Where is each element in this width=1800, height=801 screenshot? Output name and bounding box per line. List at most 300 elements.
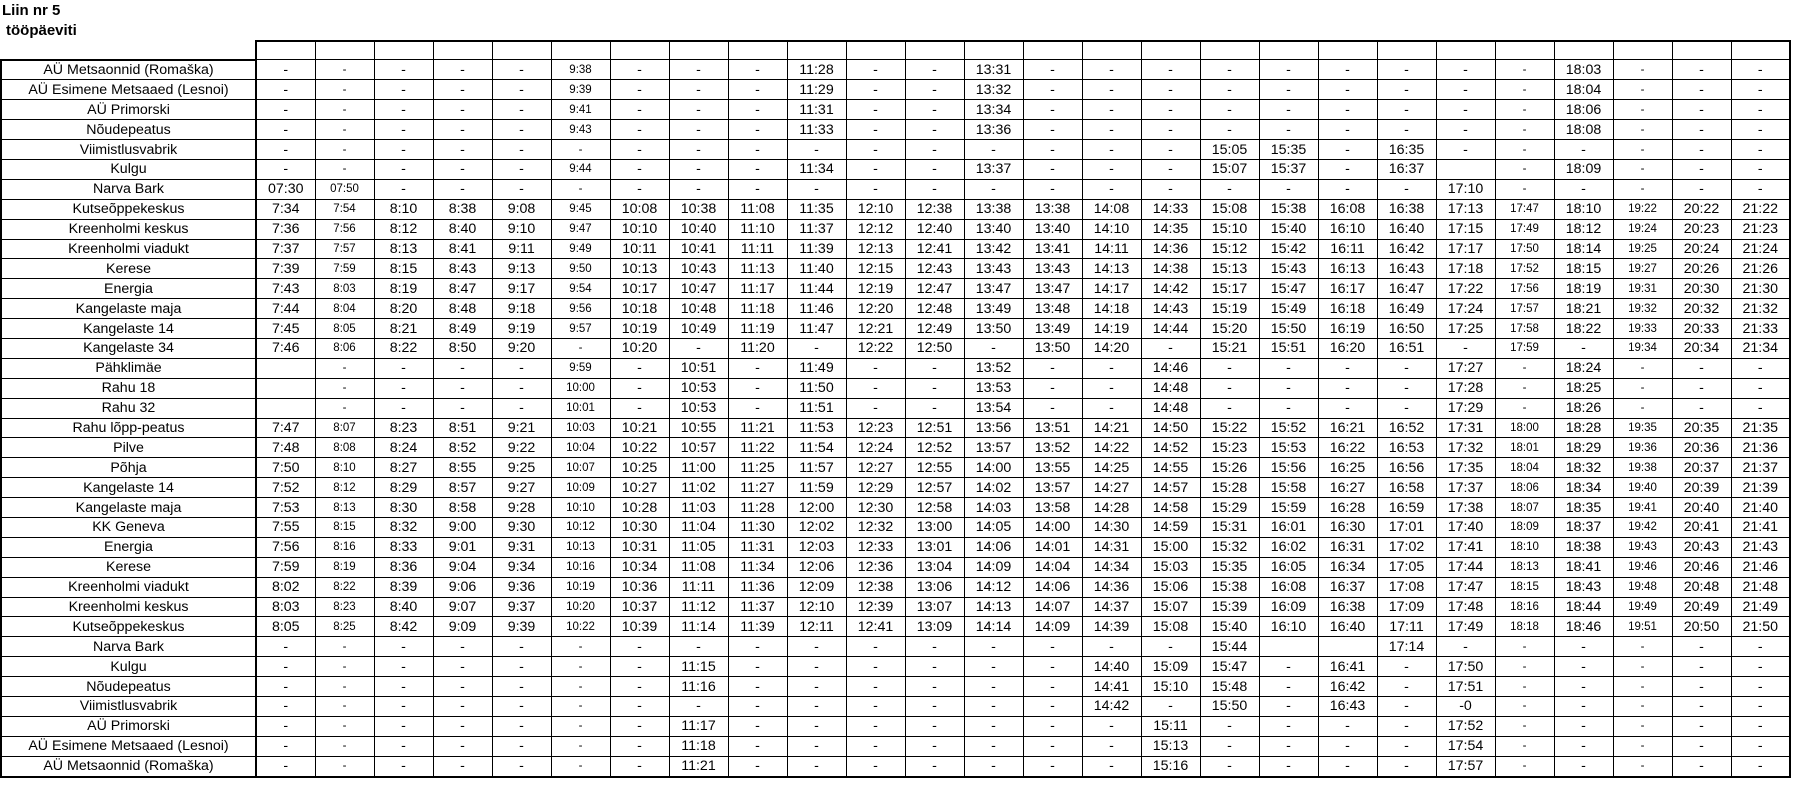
departure-time: 21:36 — [1731, 438, 1790, 458]
departure-time: - — [1200, 60, 1259, 80]
departure-time: - — [1672, 398, 1731, 418]
departure-time: 9:30 — [492, 517, 551, 537]
stop-name: Kutseõppekeskus — [1, 199, 256, 219]
departure-time: - — [1495, 398, 1554, 418]
departure-time: 16:37 — [1377, 159, 1436, 179]
departure-time: 16:43 — [1318, 697, 1377, 717]
departure-time: 10:30 — [610, 517, 669, 537]
departure-time: - — [728, 100, 787, 120]
departure-time: 15:58 — [1259, 478, 1318, 498]
departure-time: 16:51 — [1377, 338, 1436, 358]
trip-header-cell — [551, 41, 610, 60]
departure-time: - — [1554, 736, 1613, 756]
departure-time: 14:22 — [1082, 438, 1141, 458]
departure-time: - — [1672, 100, 1731, 120]
departure-time: - — [905, 398, 964, 418]
departure-time: 17:52 — [1436, 716, 1495, 736]
departure-time: 19:51 — [1613, 617, 1672, 637]
departure-time: 13:58 — [1023, 498, 1082, 518]
departure-time: 17:11 — [1377, 617, 1436, 637]
departure-time: - — [1082, 159, 1141, 179]
departure-time: 16:41 — [1318, 657, 1377, 677]
departure-time: 17:14 — [1377, 637, 1436, 657]
departure-time: 7:56 — [315, 219, 374, 239]
table-row — [1, 418, 1790, 438]
departure-time: 13:51 — [1023, 418, 1082, 438]
departure-time: - — [256, 736, 315, 756]
stop-name: Kulgu — [1, 159, 256, 179]
departure-time: 13:31 — [964, 60, 1023, 80]
stop-name: Kreenholmi keskus — [1, 597, 256, 617]
departure-time: 13:56 — [964, 418, 1023, 438]
table-row — [1, 438, 1790, 458]
departure-time: 14:48 — [1141, 378, 1200, 398]
table-row — [1, 617, 1790, 637]
departure-time: 11:28 — [787, 60, 846, 80]
departure-time: - — [256, 80, 315, 100]
departure-time: - — [374, 398, 433, 418]
departure-time: - — [846, 358, 905, 378]
departure-time: 8:16 — [315, 537, 374, 557]
departure-time: 13:53 — [964, 378, 1023, 398]
departure-time: 16:20 — [1318, 338, 1377, 358]
departure-time: - — [492, 716, 551, 736]
departure-time: 12:15 — [846, 259, 905, 279]
departure-time: 7:52 — [256, 478, 315, 498]
departure-time: 16:08 — [1318, 199, 1377, 219]
departure-time: - — [1613, 736, 1672, 756]
departure-time: 12:22 — [846, 338, 905, 358]
departure-time: 11:10 — [728, 219, 787, 239]
departure-time: 17:57 — [1495, 299, 1554, 319]
table-row — [1, 756, 1790, 776]
departure-time: - — [1672, 60, 1731, 80]
trip-header-cell — [1200, 41, 1259, 60]
departure-time: - — [1377, 120, 1436, 140]
departure-time: - — [1672, 159, 1731, 179]
departure-time: 15:17 — [1200, 279, 1259, 299]
departure-time: - — [1554, 637, 1613, 657]
departure-time: 18:18 — [1495, 617, 1554, 637]
departure-time: 07:30 — [256, 179, 315, 199]
departure-time: - — [669, 637, 728, 657]
departure-time: 10:11 — [610, 239, 669, 259]
table-row — [1, 259, 1790, 279]
departure-time: - — [1672, 179, 1731, 199]
departure-time: 11:40 — [787, 259, 846, 279]
departure-time: - — [1613, 140, 1672, 160]
departure-time: - — [1731, 716, 1790, 736]
departure-time: - — [964, 697, 1023, 717]
departure-time: 20:35 — [1672, 418, 1731, 438]
departure-time: - — [1259, 756, 1318, 776]
departure-time: 8:49 — [433, 319, 492, 339]
departure-time: - — [1613, 398, 1672, 418]
departure-time: 8:33 — [374, 537, 433, 557]
departure-time: - — [1082, 60, 1141, 80]
departure-time: - — [374, 159, 433, 179]
departure-time: - — [728, 637, 787, 657]
departure-time: - — [1377, 697, 1436, 717]
timetable — [0, 40, 1791, 778]
departure-time: 15:38 — [1259, 199, 1318, 219]
departure-time: 10:34 — [610, 557, 669, 577]
departure-time: 17:47 — [1436, 577, 1495, 597]
departure-time: - — [1613, 60, 1672, 80]
departure-time: - — [551, 179, 610, 199]
departure-time: 14:50 — [1141, 418, 1200, 438]
departure-time: 8:04 — [315, 299, 374, 319]
stop-name: Kangelaste 14 — [1, 319, 256, 339]
departure-time: 21:43 — [1731, 537, 1790, 557]
departure-time: 9:43 — [551, 120, 610, 140]
departure-time: - — [669, 60, 728, 80]
departure-time: 17:35 — [1436, 458, 1495, 478]
departure-time: 9:20 — [492, 338, 551, 358]
departure-time: 16:08 — [1259, 577, 1318, 597]
departure-time: 12:00 — [787, 498, 846, 518]
departure-time: 15:52 — [1259, 418, 1318, 438]
departure-time: 17:51 — [1436, 677, 1495, 697]
departure-time: 17:54 — [1436, 736, 1495, 756]
departure-time: 8:36 — [374, 557, 433, 577]
departure-time: - — [315, 140, 374, 160]
departure-time: - — [1141, 60, 1200, 80]
departure-time: 16:59 — [1377, 498, 1436, 518]
table-row — [1, 378, 1790, 398]
departure-time: - — [433, 358, 492, 378]
table-row — [1, 677, 1790, 697]
departure-time: 13:50 — [964, 319, 1023, 339]
departure-time: - — [787, 637, 846, 657]
departure-time: 20:23 — [1672, 219, 1731, 239]
departure-time: 11:49 — [787, 358, 846, 378]
departure-time: - — [1613, 100, 1672, 120]
departure-time: 8:13 — [315, 498, 374, 518]
departure-time: - — [669, 100, 728, 120]
departure-time: - — [1318, 80, 1377, 100]
departure-time: 16:27 — [1318, 478, 1377, 498]
departure-time: - — [1554, 338, 1613, 358]
departure-time: 9:45 — [551, 199, 610, 219]
departure-time: 11:18 — [728, 299, 787, 319]
header-blank — [1, 41, 256, 60]
departure-time: 15:21 — [1200, 338, 1259, 358]
departure-time: - — [1672, 358, 1731, 378]
departure-time: 7:46 — [256, 338, 315, 358]
departure-time: - — [846, 677, 905, 697]
departure-time: 16:22 — [1318, 438, 1377, 458]
stop-name: Nõudepeatus — [1, 120, 256, 140]
departure-time: 14:39 — [1082, 617, 1141, 637]
departure-time: 10:31 — [610, 537, 669, 557]
departure-time: - — [256, 657, 315, 677]
departure-time: 15:29 — [1200, 498, 1259, 518]
departure-time: 9:00 — [433, 517, 492, 537]
departure-time: 10:47 — [669, 279, 728, 299]
departure-time: 14:44 — [1141, 319, 1200, 339]
departure-time: 10:36 — [610, 577, 669, 597]
departure-time: 17:50 — [1495, 239, 1554, 259]
departure-time: 17:57 — [1436, 756, 1495, 776]
departure-time: 16:49 — [1377, 299, 1436, 319]
departure-time: 19:27 — [1613, 259, 1672, 279]
departure-time: - — [1436, 140, 1495, 160]
departure-time: - — [1436, 637, 1495, 657]
departure-time: - — [1023, 378, 1082, 398]
departure-time: 14:34 — [1082, 557, 1141, 577]
trip-header-cell — [1613, 41, 1672, 60]
departure-time: - — [728, 159, 787, 179]
departure-time: 11:39 — [728, 617, 787, 637]
departure-time: 11:31 — [728, 537, 787, 557]
departure-time: 10:07 — [551, 458, 610, 478]
departure-time: 11:33 — [787, 120, 846, 140]
departure-time: 07:50 — [315, 179, 374, 199]
departure-time: 11:37 — [787, 219, 846, 239]
departure-time: 17:05 — [1377, 557, 1436, 577]
departure-time: - — [315, 677, 374, 697]
departure-time: 8:57 — [433, 478, 492, 498]
departure-time: 12:21 — [846, 319, 905, 339]
departure-time: 7:37 — [256, 239, 315, 259]
departure-time: 14:55 — [1141, 458, 1200, 478]
departure-time: 13:43 — [964, 259, 1023, 279]
departure-time: 17:29 — [1436, 398, 1495, 418]
departure-time: - — [1495, 716, 1554, 736]
departure-time: 11:11 — [728, 239, 787, 259]
departure-time: 15:22 — [1200, 418, 1259, 438]
trip-header-cell — [1377, 41, 1436, 60]
departure-time: 10:40 — [669, 219, 728, 239]
departure-time: 12:41 — [846, 617, 905, 637]
departure-time: - — [964, 736, 1023, 756]
departure-time: 10:21 — [610, 418, 669, 438]
departure-time: 13:04 — [905, 557, 964, 577]
departure-time: 17:37 — [1436, 478, 1495, 498]
departure-time: 7:56 — [256, 537, 315, 557]
departure-time: 8:19 — [315, 557, 374, 577]
departure-time: - — [1554, 677, 1613, 697]
departure-time: - — [787, 697, 846, 717]
departure-time: - — [1672, 677, 1731, 697]
departure-time: - — [1259, 716, 1318, 736]
departure-time: 16:37 — [1318, 577, 1377, 597]
departure-time: - — [964, 637, 1023, 657]
departure-time: - — [905, 159, 964, 179]
departure-time: - — [1377, 60, 1436, 80]
departure-time: 9:50 — [551, 259, 610, 279]
departure-time: 14:11 — [1082, 239, 1141, 259]
departure-time: 18:43 — [1554, 577, 1613, 597]
table-row — [1, 557, 1790, 577]
departure-time: 10:13 — [610, 259, 669, 279]
departure-time: 10:18 — [610, 299, 669, 319]
departure-time: 15:10 — [1141, 677, 1200, 697]
departure-time: - — [1613, 756, 1672, 776]
departure-time: - — [1082, 120, 1141, 140]
departure-time: - — [315, 756, 374, 776]
departure-time: 13:55 — [1023, 458, 1082, 478]
departure-time: 15:59 — [1259, 498, 1318, 518]
departure-time: 20:33 — [1672, 319, 1731, 339]
departure-time: 20:22 — [1672, 199, 1731, 219]
departure-time: 12:13 — [846, 239, 905, 259]
departure-time: 18:10 — [1495, 537, 1554, 557]
departure-time: - — [1613, 378, 1672, 398]
departure-time: 10:22 — [610, 438, 669, 458]
departure-time: 14:08 — [1082, 199, 1141, 219]
departure-time: 15:00 — [1141, 537, 1200, 557]
departure-time: - — [315, 358, 374, 378]
departure-time: - — [433, 378, 492, 398]
departure-time: 11:28 — [728, 498, 787, 518]
departure-time: 15:12 — [1200, 239, 1259, 259]
trip-header-cell — [1259, 41, 1318, 60]
departure-time: 17:49 — [1495, 219, 1554, 239]
departure-time: 16:47 — [1377, 279, 1436, 299]
stop-name: Narva Bark — [1, 637, 256, 657]
departure-time: - — [374, 756, 433, 776]
departure-time: - — [1023, 716, 1082, 736]
departure-time: 13:54 — [964, 398, 1023, 418]
departure-time: - — [1318, 736, 1377, 756]
departure-time: - — [846, 80, 905, 100]
departure-time: - — [433, 159, 492, 179]
departure-time: 18:22 — [1554, 319, 1613, 339]
departure-time: - — [1554, 657, 1613, 677]
departure-time — [1259, 637, 1318, 657]
departure-time: - — [728, 398, 787, 418]
departure-time: 18:01 — [1495, 438, 1554, 458]
departure-time: 15:13 — [1141, 736, 1200, 756]
departure-time: 17:28 — [1436, 378, 1495, 398]
departure-time: - — [1495, 697, 1554, 717]
departure-time: 9:11 — [492, 239, 551, 259]
table-row — [1, 140, 1790, 160]
departure-time: - — [1141, 80, 1200, 100]
departure-time: - — [610, 716, 669, 736]
departure-time: 20:30 — [1672, 279, 1731, 299]
departure-time: - — [433, 179, 492, 199]
departure-time: - — [610, 756, 669, 776]
departure-time: - — [1672, 716, 1731, 736]
departure-time: - — [1023, 637, 1082, 657]
departure-time — [1436, 159, 1495, 179]
departure-time: 12:47 — [905, 279, 964, 299]
departure-time: 17:31 — [1436, 418, 1495, 438]
departure-time: - — [1023, 358, 1082, 378]
departure-time: 12:02 — [787, 517, 846, 537]
stop-name: Viimistlusvabrik — [1, 697, 256, 717]
departure-time: 7:44 — [256, 299, 315, 319]
stop-name: KK Geneva — [1, 517, 256, 537]
departure-time: 7:45 — [256, 319, 315, 339]
departure-time: 15:56 — [1259, 458, 1318, 478]
departure-time: 15:44 — [1200, 637, 1259, 657]
departure-time: - — [610, 637, 669, 657]
departure-time: 11:31 — [787, 100, 846, 120]
departure-time: 21:32 — [1731, 299, 1790, 319]
departure-time: - — [1200, 179, 1259, 199]
departure-time: 7:36 — [256, 219, 315, 239]
departure-time: 11:36 — [728, 577, 787, 597]
departure-time: - — [964, 756, 1023, 776]
departure-time: 11:21 — [728, 418, 787, 438]
departure-time: 19:35 — [1613, 418, 1672, 438]
departure-time: - — [256, 120, 315, 140]
departure-time: 14:00 — [1023, 517, 1082, 537]
departure-time: - — [433, 80, 492, 100]
departure-time: 11:53 — [787, 418, 846, 438]
departure-time: 18:41 — [1554, 557, 1613, 577]
departure-time: - — [728, 60, 787, 80]
departure-time: - — [610, 140, 669, 160]
departure-time: - — [1377, 179, 1436, 199]
departure-time: - — [1554, 179, 1613, 199]
departure-time: - — [551, 140, 610, 160]
departure-time: 8:25 — [315, 617, 374, 637]
departure-time: 19:38 — [1613, 458, 1672, 478]
departure-time: - — [1495, 378, 1554, 398]
departure-time: - — [1613, 697, 1672, 717]
departure-time: - — [1082, 358, 1141, 378]
departure-time: 17:02 — [1377, 537, 1436, 557]
departure-time: - — [1023, 179, 1082, 199]
departure-time: - — [315, 100, 374, 120]
departure-time: 14:06 — [964, 537, 1023, 557]
departure-time: 11:59 — [787, 478, 846, 498]
departure-time: 14:36 — [1082, 577, 1141, 597]
departure-time: 16:40 — [1377, 219, 1436, 239]
departure-time: 10:19 — [551, 577, 610, 597]
departure-time: 14:10 — [1082, 219, 1141, 239]
stop-name: Kangelaste maja — [1, 498, 256, 518]
departure-time: 13:47 — [964, 279, 1023, 299]
departure-time: 18:38 — [1554, 537, 1613, 557]
departure-time: 13:50 — [1023, 338, 1082, 358]
departure-time: 8:27 — [374, 458, 433, 478]
departure-time: 8:30 — [374, 498, 433, 518]
departure-time: 15:19 — [1200, 299, 1259, 319]
departure-time: 11:22 — [728, 438, 787, 458]
departure-time: - — [1495, 756, 1554, 776]
departure-time: - — [1495, 100, 1554, 120]
departure-time: 14:41 — [1082, 677, 1141, 697]
departure-time: - — [1259, 677, 1318, 697]
departure-time: 9:08 — [492, 199, 551, 219]
trip-header-cell — [846, 41, 905, 60]
departure-time: - — [1200, 736, 1259, 756]
departure-time: 14:20 — [1082, 338, 1141, 358]
departure-time: - — [1023, 100, 1082, 120]
departure-time: 9:13 — [492, 259, 551, 279]
departure-time: 18:06 — [1495, 478, 1554, 498]
departure-time: - — [964, 140, 1023, 160]
departure-time: - — [256, 159, 315, 179]
departure-time: - — [551, 677, 610, 697]
departure-time: 8:39 — [374, 577, 433, 597]
departure-time: 17:47 — [1495, 199, 1554, 219]
departure-time: 11:20 — [728, 338, 787, 358]
departure-time: 9:56 — [551, 299, 610, 319]
departure-time: 7:47 — [256, 418, 315, 438]
departure-time: 15:39 — [1200, 597, 1259, 617]
departure-time: -0 — [1436, 697, 1495, 717]
departure-time: 18:25 — [1554, 378, 1613, 398]
departure-time: 11:44 — [787, 279, 846, 299]
departure-time: 8:38 — [433, 199, 492, 219]
